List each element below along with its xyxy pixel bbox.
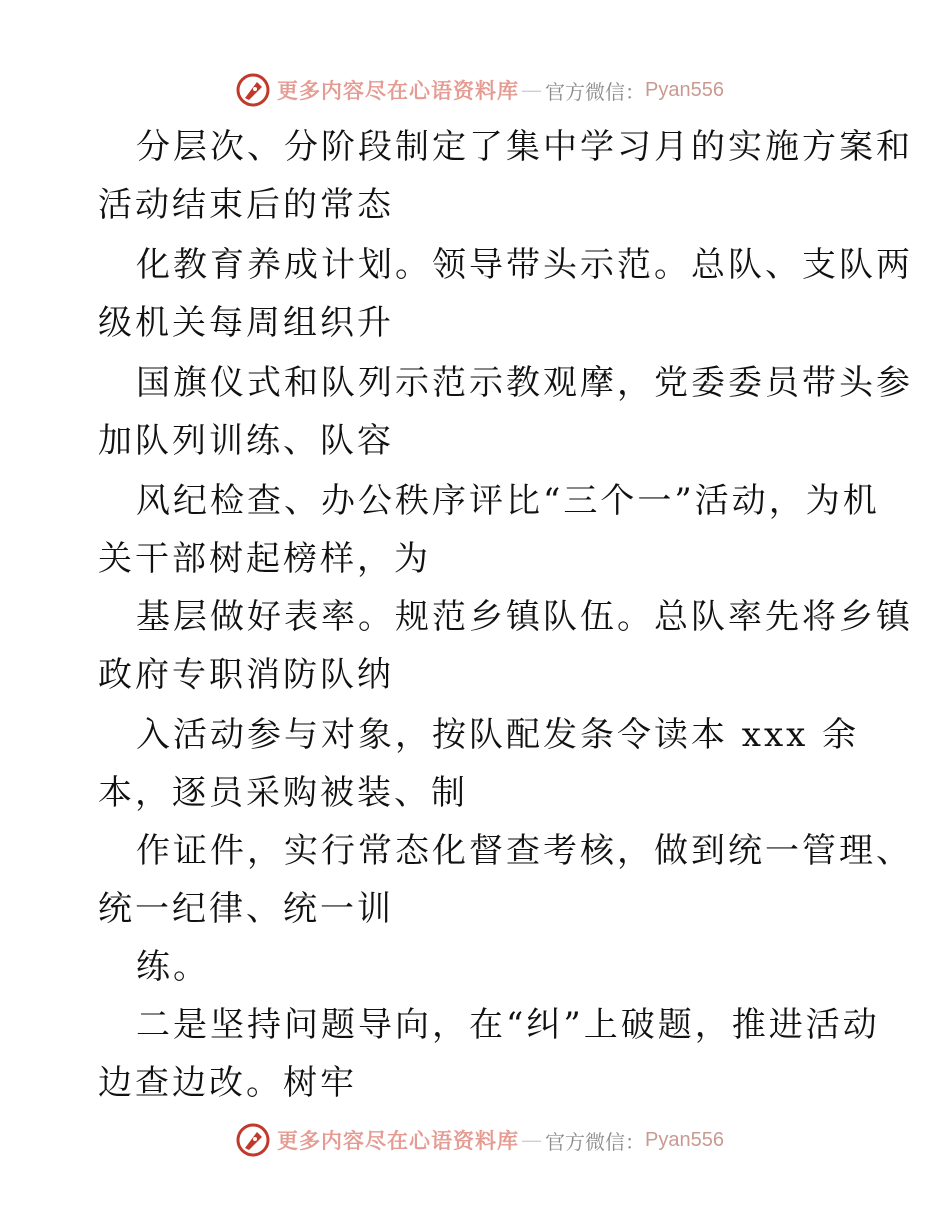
pen-nib-icon	[235, 1122, 271, 1158]
footer-banner	[235, 1120, 724, 1160]
body-line: 国旗仪式和队列示范示教观摩，党委委员带头参	[136, 363, 913, 403]
body-line: 关干部树起榜样，为	[98, 539, 431, 579]
pen-nib-icon	[235, 72, 271, 108]
header-banner	[235, 70, 724, 110]
body-line: 练。	[136, 947, 210, 987]
body-line: 化教育养成计划。领导带头示范。总队、支队两	[136, 245, 913, 285]
body-line: 活动结束后的常态	[98, 185, 394, 225]
body-line: 基层做好表率。规范乡镇队伍。总队率先将乡镇	[136, 597, 913, 637]
body-line: 统一纪律、统一训	[98, 889, 394, 929]
body-line: 加队列训练、队容	[98, 421, 394, 461]
body-line: 作证件，实行常态化督查考核，做到统一管理、	[136, 831, 913, 871]
footer-wechat-id: Pyan556	[645, 1128, 724, 1151]
body-line: 本，逐员采购被装、制	[98, 773, 468, 813]
footer-promo-text: 更多内容尽在心语资料库	[277, 1128, 519, 1153]
footer-separator: —	[521, 1128, 543, 1152]
body-line: 级机关每周组织升	[98, 303, 394, 343]
body-line: 二是坚持问题导向，在“纠”上破题，推进活动	[136, 1005, 880, 1045]
header-wechat-id: Pyan556	[645, 78, 724, 101]
body-line: 边查边改。树牢	[98, 1063, 357, 1103]
header-wechat-label: 官方微信：	[545, 79, 645, 104]
body-line: 入活动参与对象，按队配发条令读本 xxx 余	[136, 715, 860, 755]
header-promo-text: 更多内容尽在心语资料库	[277, 78, 519, 103]
body-line: 政府专职消防队纳	[98, 655, 394, 695]
body-line: 风纪检查、办公秩序评比“三个一”活动，为机	[136, 481, 880, 521]
header-separator: —	[521, 78, 543, 102]
body-line: 分层次、分阶段制定了集中学习月的实施方案和	[136, 127, 913, 167]
footer-wechat-label: 官方微信：	[545, 1129, 645, 1154]
